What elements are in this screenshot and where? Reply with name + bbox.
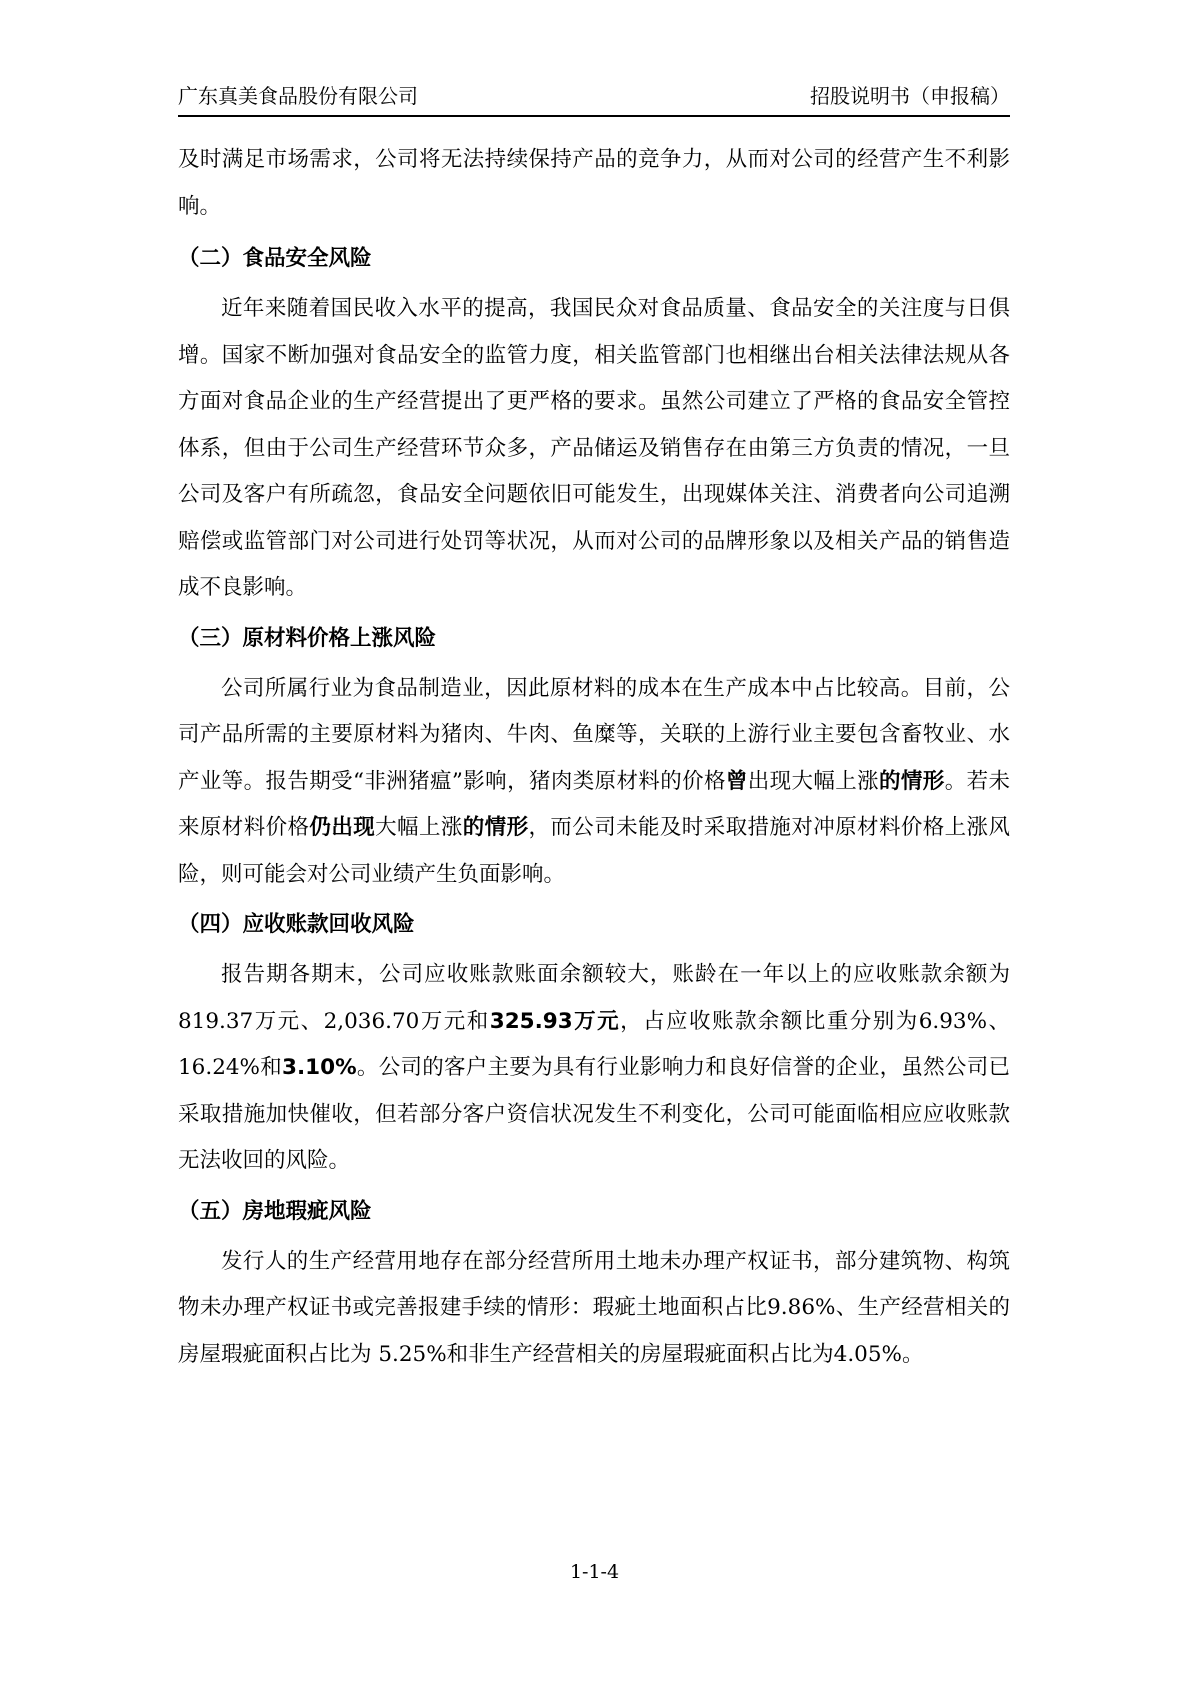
- page-header: [178, 82, 1010, 117]
- section-body-property-defect: 发行人的生产经营用地存在部分经营所用土地未办理产权证书，部分建筑物、构筑物未办理产权证书或完善报建手续的情形：瑕疵土地面积占比9.86%、生产经营相关的房屋瑕疵面积占比为 5.25%和非生产经营相关的房屋瑕疵面积占比为4.05%。: [178, 1248, 1010, 1367]
- section-heading-receivables: （四）应收账款回收风险: [178, 912, 415, 937]
- document-type: 招股说明书（申报稿）: [810, 84, 1010, 108]
- continuation-paragraph: 及时满足市场需求，公司将无法持续保持产品的竞争力，从而对公司的经营产生不利影响。: [178, 147, 1010, 219]
- company-name: 广东真美食品股份有限公司: [178, 84, 418, 108]
- document-body: [178, 137, 1010, 1378]
- section-heading-food-safety: （二）食品安全风险: [178, 246, 372, 271]
- section-body-food-safety: 近年来随着国民收入水平的提高，我国民众对食品质量、食品安全的关注度与日俱增。国家不断加强对食品安全的监管力度，相关监管部门也相继出台相关法律法规从各方面对食品企业的生产经营提出了更严格的要求。虽然公司建立了严格的食品安全管控体系，但由于公司生产经营环节众多，产品储运及销售存在由第三方负责的情况，一旦公司及客户有所疏忽，食品安全问题依旧可能发生，出现媒体关注、消费者向公司追溯赔偿或监管部门对公司进行处罚等状况，从而对公司的品牌形象以及相关产品的销售造成不良影响。: [178, 296, 1010, 600]
- section-heading-property-defect: （五）房地瑕疵风险: [178, 1198, 372, 1224]
- section-body-receivables: 报告期各期末，公司应收账款账面余额较大，账龄在一年以上的应收账款余额为819.37万元、2,036.70万元和325.93万元，占应收账款余额比重分别为6.93%、16.24%和3.10%。公司的客户主要为具有行业影响力和良好信誉的企业，虽然公司已采取措施加快催收，但若部分客户资信状况发生不利变化，公司可能面临相应应收账款无法收回的风险。: [178, 962, 1010, 1173]
- page-number: 1-1-4: [569, 1561, 620, 1583]
- section-heading-raw-material: （三）原材料价格上涨风险: [178, 625, 437, 651]
- section-body-raw-material: 公司所属行业为食品制造业，因此原材料的成本在生产成本中占比较高。目前，公司产品所需的主要原材料为猪肉、牛肉、鱼糜等，关联的上游行业主要包含畜牧业、水产业等。报告期受“非洲猪瘟”影响，猪肉类原材料的价格曾出现大幅上涨的情形。若未来原材料价格仍出现大幅上涨的情形，而公司未能及时采取措施对冲原材料价格上涨风险，则可能会对公司业绩产生负面影响。: [178, 675, 1010, 887]
